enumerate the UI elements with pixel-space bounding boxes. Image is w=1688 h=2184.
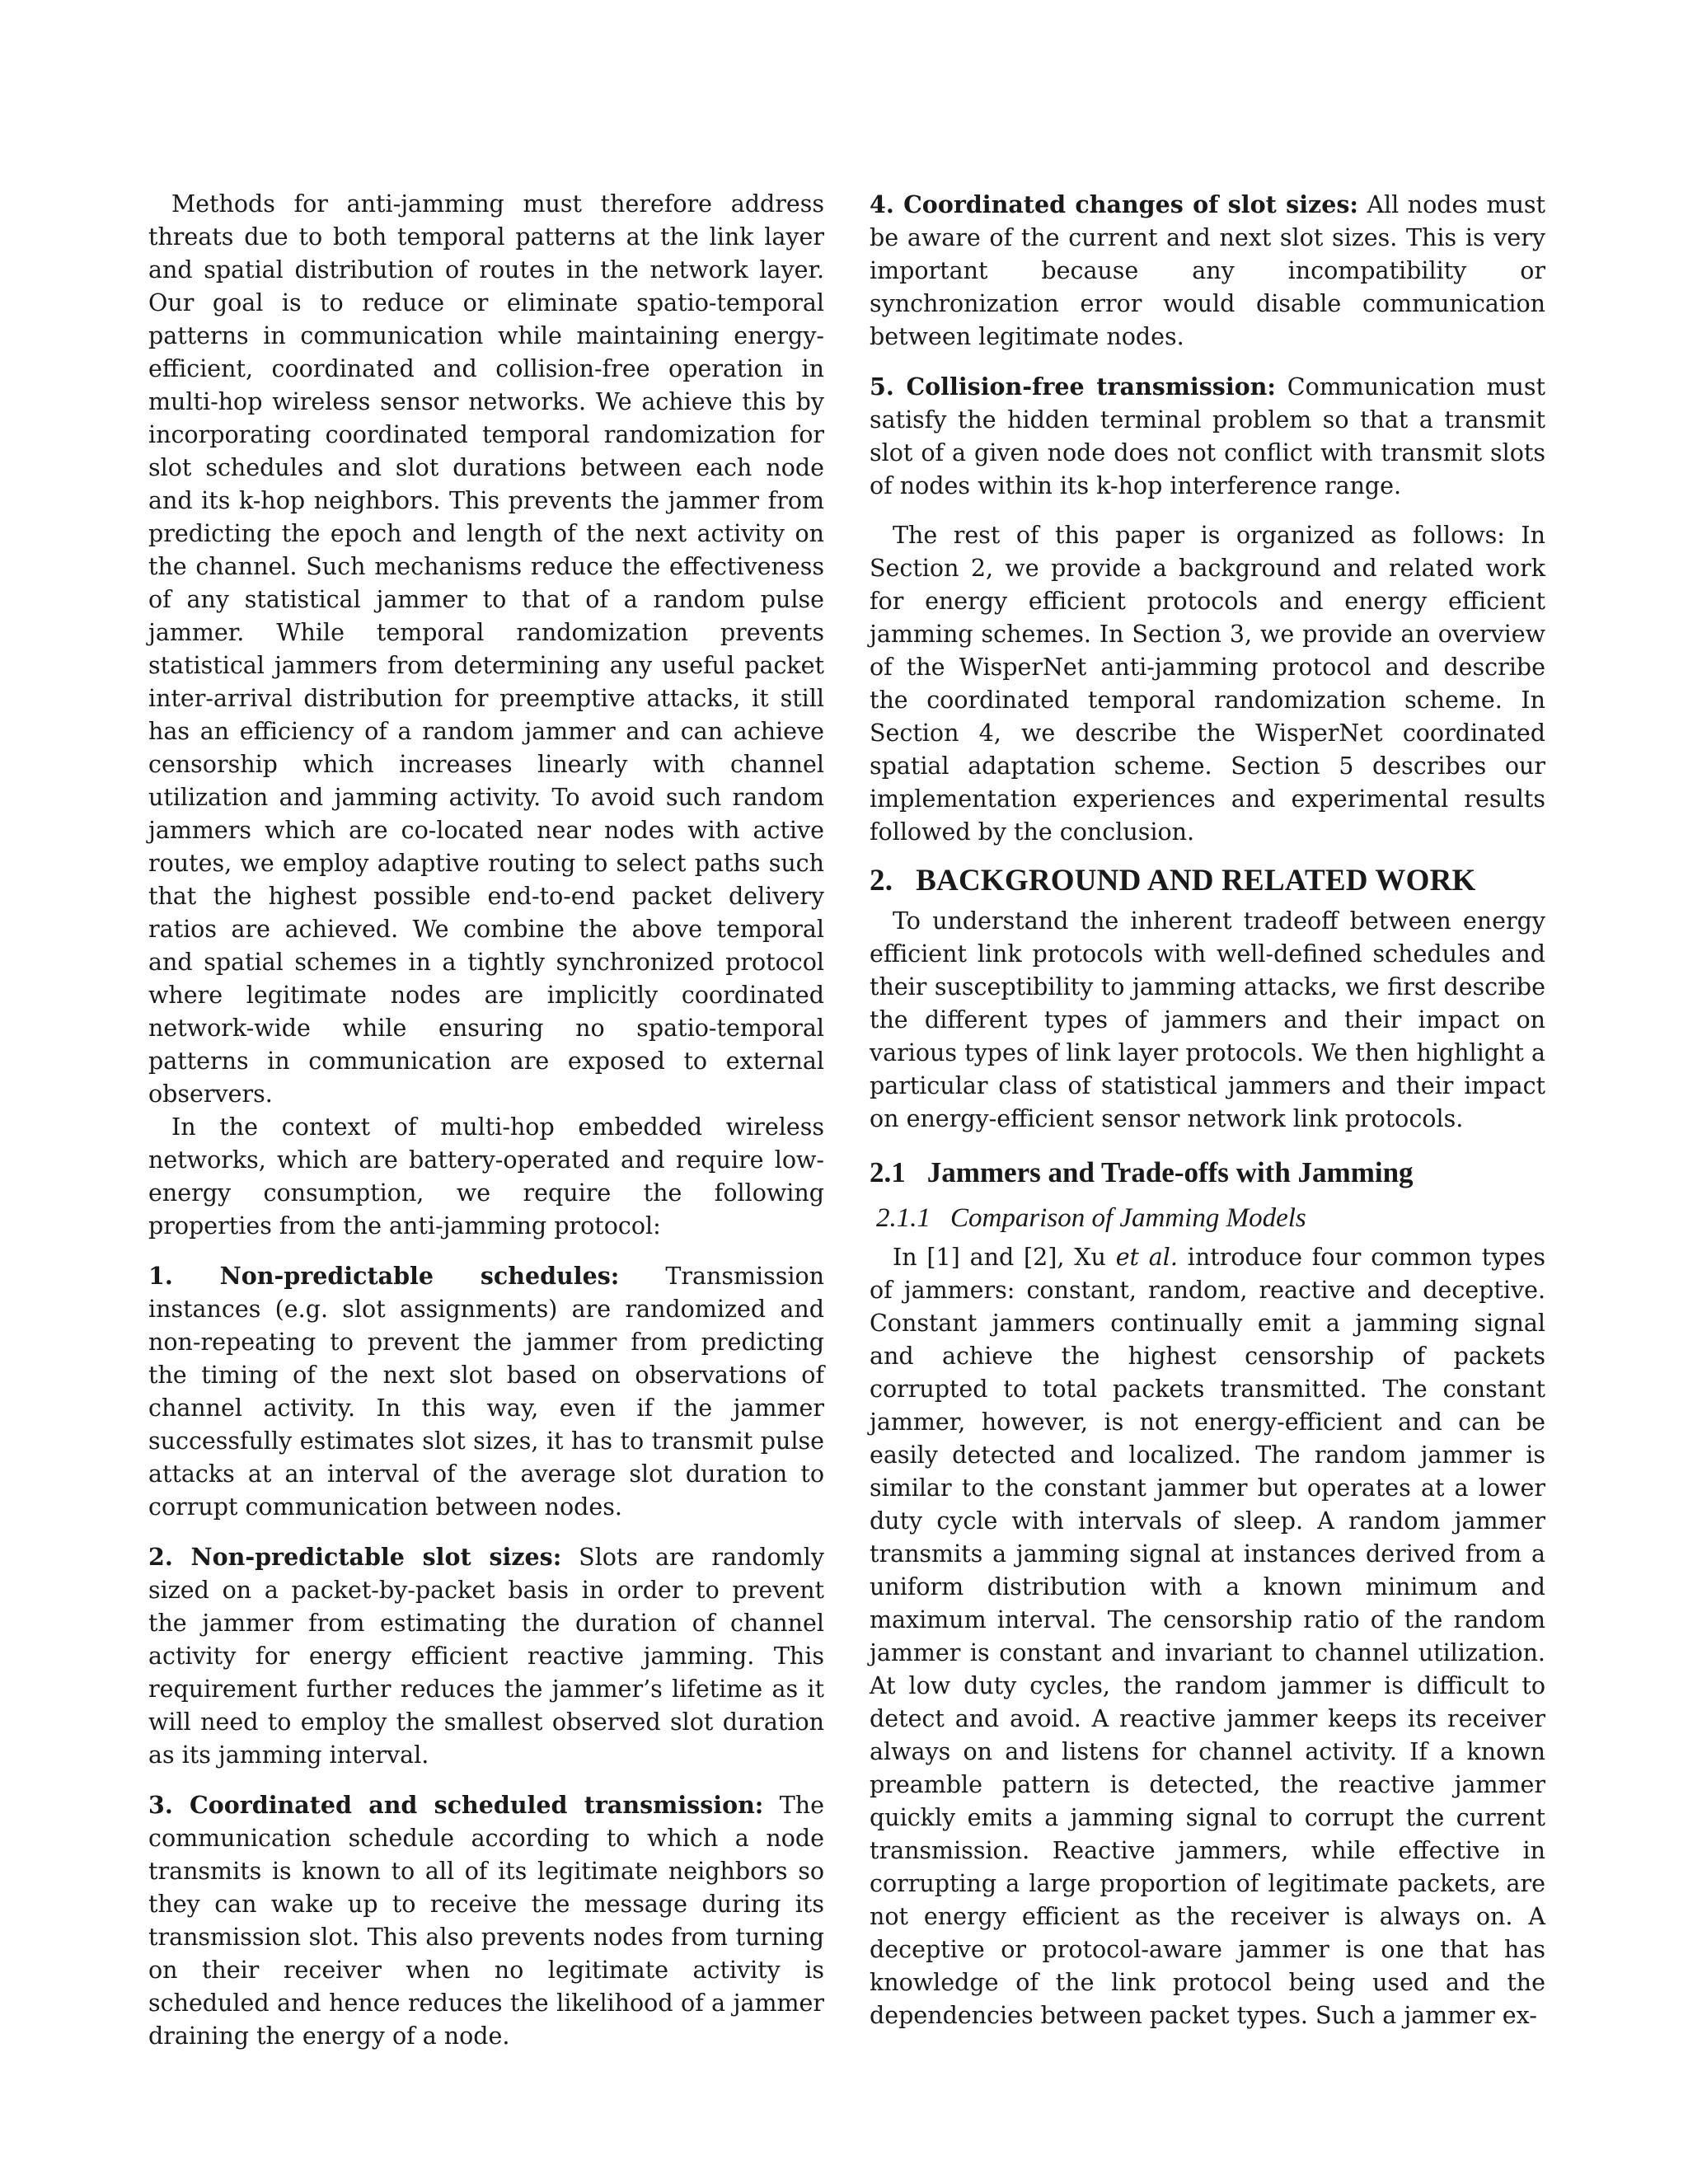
property-5-label: 5. Collision-free transmission: — [870, 373, 1276, 401]
section-2-number: 2. — [870, 864, 893, 898]
jamming-models-intro: In [1] and [2], Xu — [893, 1244, 1106, 1271]
right-column — [870, 188, 1545, 2032]
left-column — [148, 188, 824, 2069]
property-3-text: The communication schedule according to which a node transmits is known to all of its legitimate neighbors so they can wake up to receive the message during its transmission slot. This also prevents nodes from turning on their receiver when no legitimate activity is scheduled and hence reduces the likelihood of a jammer draining the energy of a node. — [148, 1792, 825, 2050]
jamming-models-body: introduce four common types of jammers: constant, random, reactive and deceptive. Constant jammers continually emit a jamming signal and achieve the highest censorship of packets corrupted to total packets transmitted. The constant jammer, however, is not energy-efficient and can be easily detected and localized. The random jammer is similar to the constant jammer but operates at a lower duty cycle with intervals of sleep. A random jammer transmits a jamming signal at instances derived from a uniform distribution with a known minimum and maximum interval. The censorship ratio of the random jammer is constant and invariant to channel utilization. At low duty cycles, the random jammer is difficult to detect and avoid. A reactive jammer keeps its receiver always on and listens for channel activity. If a known preamble pattern is detected, the reactive jammer quickly emits a jamming signal to corrupt the current transmission. Reactive jammers, while effective in corrupting a large proportion of legitimate packets, are not energy efficient as the receiver is always on. A deceptive or protocol-aware jammer is one that has knowledge of the link protocol being used and the dependencies between packet types. Such a jammer ex- — [870, 1244, 1546, 2029]
subsubsection-2-1-1-title: Comparison of Jamming Models — [950, 1203, 1306, 1233]
property-2 — [148, 1540, 824, 1772]
paragraph-jamming-models — [870, 1241, 1545, 2032]
subsubsection-2-1-1-number: 2.1.1 — [876, 1203, 931, 1233]
property-5 — [870, 370, 1545, 503]
property-2-label: 2. Non-predictable slot sizes: — [148, 1543, 562, 1571]
property-1 — [148, 1259, 824, 1524]
property-4-label: 4. Coordinated changes of slot sizes: — [870, 190, 1358, 218]
subsection-2-1-number: 2.1 — [870, 1156, 906, 1188]
paragraph-methods: Methods for anti-jamming must therefore address threats due to both temporal patterns at the link layer and spatial distribution of routes in the network layer. Our goal is to reduce or eliminate spatio-temporal patterns in communication while maintaining energy-efficient, coordinated and collision-free operation in multi-hop wireless sensor networks. We achieve this by incorporating coordinated temporal randomization for slot schedules and slot durations between each node and its k-hop neighbors. This prevents the jammer from predicting the epoch and length of the next activity on the channel. Such mechanisms reduce the effectiveness of any statistical jammer to that of a random pulse jammer. While temporal randomization prevents statistical jammers from determining any useful packet inter-arrival distribution for preemptive attacks, it still has an efficiency of a random jammer and can achieve censorship which increases linearly with channel utilization and jamming activity. To avoid such random jammers which are co-located near nodes with active routes, we employ adaptive routing to select paths such that the highest possible end-to-end packet delivery ratios are achieved. We combine the above temporal and spatial schemes in a tightly synchronized protocol where legitimate nodes are implicitly coordinated network-wide while ensuring no spatio-temporal patterns in communication are exposed to external observers. — [148, 190, 824, 1108]
property-1-label: 1. Non-predictable schedules: — [148, 1262, 620, 1290]
property-1-text: Transmission instances (e.g. slot assignments) are randomized and non-repeating to prevent the jammer from predicting the timing of the next slot based on observations of channel activity. In this way, even if the jammer successfully estimates slot sizes, it has to transmit pulse attacks at an interval of the average slot duration to corrupt communication between nodes. — [148, 1263, 824, 1521]
subsubsection-2-1-1-heading — [876, 1198, 1545, 1238]
property-3 — [148, 1788, 824, 2053]
paragraph-context: In the context of multi-hop embedded wireless networks, which are battery-operated and require low-energy consumption, we require the following properties from the anti-jamming protocol: — [148, 1113, 824, 1240]
paragraph-organization: The rest of this paper is organized as follows: In Section 2, we provide a background and related work for energy efficient protocols and energy efficient jamming schemes. In Section 3, we provide an overview of the WisperNet anti-jamming protocol and describe the coordinated temporal randomization scheme. In Section 4, we describe the WisperNet coordinated spatial adaptation scheme. Section 5 describes our implementation experiences and experimental results followed by the conclusion. — [870, 522, 1545, 846]
property-5-text: Communication must satisfy the hidden terminal problem so that a transmit slot of a given node does not conflict with transmit slots of nodes within its k-hop interference range. — [870, 373, 1545, 499]
property-2-text: Slots are randomly sized on a packet-by-packet basis in order to prevent the jammer from estimating the duration of channel activity for energy efficient reactive jamming. This requirement further reduces the jammer’s lifetime as it will need to employ the smallest observed slot duration as its jamming interval. — [148, 1544, 824, 1769]
paragraph-background: To understand the inherent tradeoff between energy efficient link protocols with well-defined schedules and their susceptibility to jamming attacks, we first describe the different types of jammers and their impact on various types of link layer protocols. We then highlight a particular class of statistical jammers and their impact on energy-efficient sensor network link protocols. — [870, 907, 1545, 1132]
et-al: et al. — [1115, 1244, 1178, 1271]
property-4 — [870, 188, 1545, 354]
section-2-title: BACKGROUND AND RELATED WORK — [916, 864, 1476, 898]
subsection-2-1-heading — [870, 1152, 1545, 1193]
section-2-heading — [870, 860, 1545, 902]
subsection-2-1-title: Jammers and Trade-offs with Jamming — [926, 1156, 1414, 1188]
property-4-text: All nodes must be aware of the current and next slot sizes. This is very important because any incompatibility or synchronization error would disable communication between legitimate nodes. — [870, 191, 1546, 350]
property-3-label: 3. Coordinated and scheduled transmission: — [148, 1791, 764, 1819]
